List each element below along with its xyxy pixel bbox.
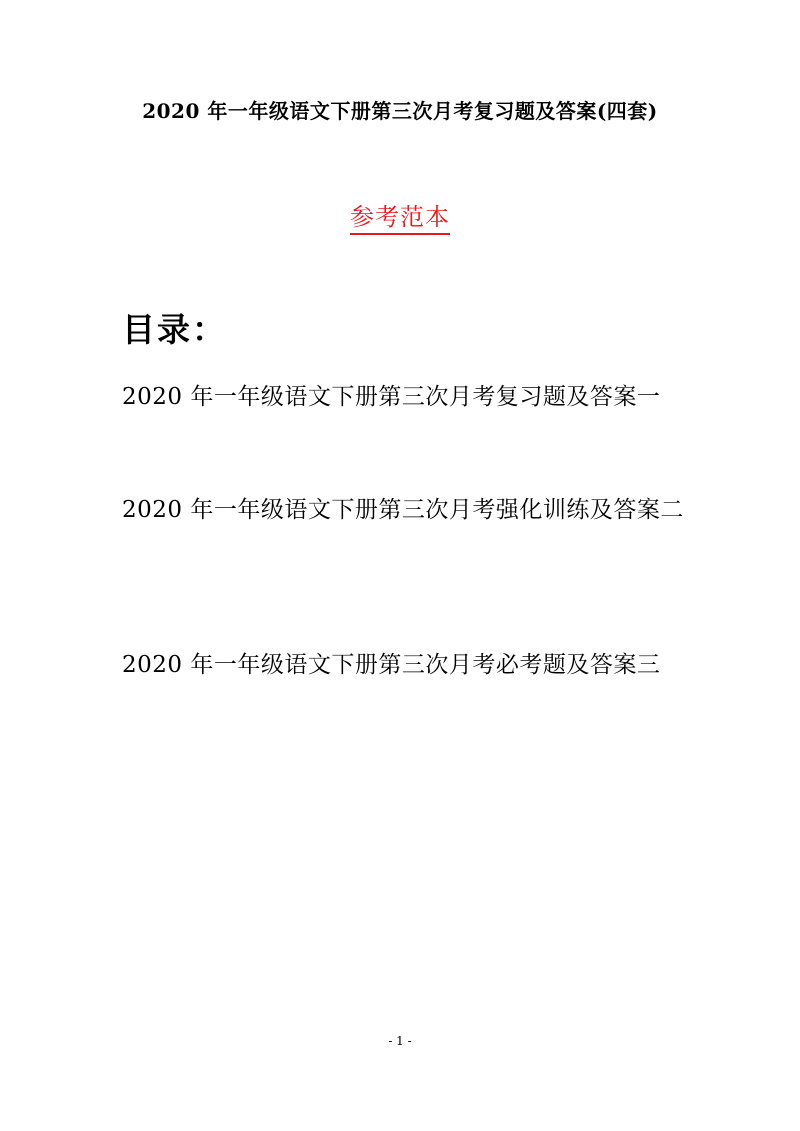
sample-label	[0, 197, 800, 232]
toc-heading: 目录：	[122, 310, 227, 349]
document-title: 2020 年一年级语文下册第三次月考复习题及答案(四套)	[142, 99, 658, 123]
toc-item[interactable]: 2020 年一年级语文下册第三次月考复习题及答案一	[122, 384, 661, 410]
toc-item[interactable]: 2020 年一年级语文下册第三次月考必考题及答案三	[122, 652, 661, 678]
toc-item[interactable]: 2020 年一年级语文下册第三次月考强化训练及答案二	[122, 497, 684, 523]
sample-label-text: 参考范本	[350, 203, 450, 235]
page-number: - 1 -	[388, 1034, 412, 1048]
